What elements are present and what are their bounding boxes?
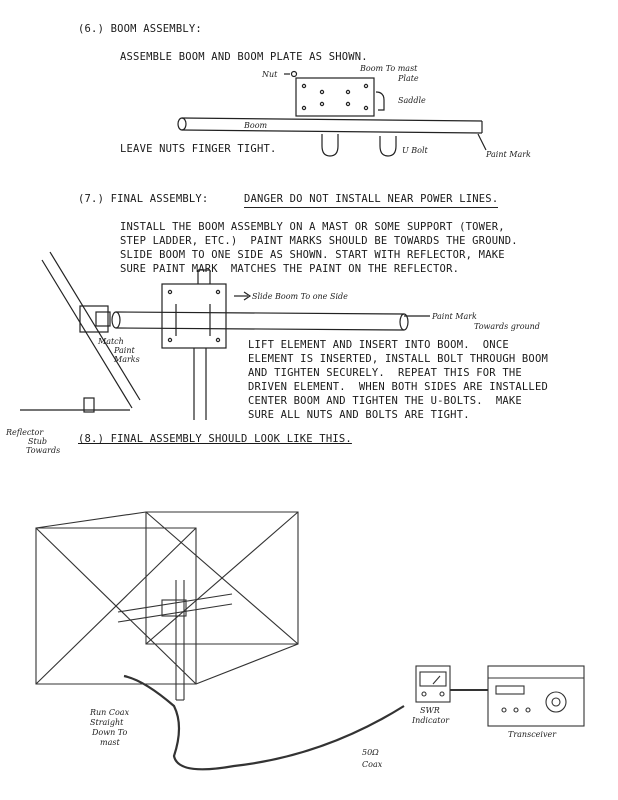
para1-line-4: SURE PAINT MARK MATCHES THE PAINT ON THE REFLECTOR. [120, 263, 460, 275]
para1-line-3: SLIDE BOOM TO ONE SIDE AS SHOWN. START WITH REFLECTOR, MAKE [120, 249, 505, 261]
boom-plate [296, 78, 374, 116]
u-bolt-right [380, 136, 396, 156]
label-boom: Boom [244, 121, 268, 130]
transceiver-box [488, 666, 584, 726]
section-6-instruction: ASSEMBLE BOOM AND BOOM PLATE AS SHOWN. [120, 51, 368, 63]
label-saddle: Saddle [398, 96, 426, 105]
boom-bottom-edge [182, 130, 482, 133]
mast-plate [162, 284, 226, 348]
label-run-coax-4: mast [100, 738, 120, 747]
label-coax-2: Coax [362, 760, 383, 769]
label-u-bolt: U Bolt [402, 146, 428, 155]
label-run-coax-2: Straight [90, 718, 124, 727]
para1-line-2: STEP LADDER, ETC.) PAINT MARKS SHOULD BE TOWARDS THE GROUND. [120, 235, 518, 247]
swr-meter [416, 666, 450, 702]
para1-line-1: INSTALL THE BOOM ASSEMBLY ON A MAST OR SOME SUPPORT (TOWER, [120, 221, 505, 233]
label-run-coax-3: Down To [92, 728, 128, 737]
label-match-2: Paint [114, 346, 135, 355]
section-6-heading: (6.) BOOM ASSEMBLY: [78, 23, 202, 35]
label-match-1: Match [98, 337, 124, 346]
label-slide-boom: Slide Boom To one Side [252, 292, 348, 301]
para2-line-6: SURE ALL NUTS AND BOLTS ARE TIGHT. [248, 409, 470, 421]
label-swr-2: Indicator [412, 716, 450, 725]
label-swr-1: SWR [420, 706, 440, 715]
para2-line-1: LIFT ELEMENT AND INSERT INTO BOOM. ONCE [248, 339, 509, 351]
danger-warning: DANGER DO NOT INSTALL NEAR POWER LINES. [244, 192, 498, 208]
boom-bottom [116, 328, 404, 330]
section-7-heading: (7.) FINAL ASSEMBLY: [78, 193, 209, 205]
label-reflector-1: Reflector [6, 428, 44, 437]
boom-top-edge [182, 118, 482, 121]
section-8-heading: (8.) FINAL ASSEMBLY SHOULD LOOK LIKE THIS. [78, 433, 352, 445]
label-coax-1: 50Ω [362, 748, 379, 757]
label-plate: Plate [398, 74, 419, 83]
label-run-coax-1: Run Coax [90, 708, 130, 717]
label-boom-to-mast: Boom To mast [360, 64, 418, 73]
label-reflector-3: Towards [26, 446, 61, 455]
boom-top [116, 312, 404, 314]
label-paint-mark-7b: Towards ground [474, 322, 540, 331]
para2-line-2: ELEMENT IS INSERTED, INSTALL BOLT THROUGH BOOM [248, 353, 548, 365]
label-paint-mark: Paint Mark [486, 150, 531, 159]
para2-line-3: AND TIGHTEN SECURELY. REPEAT THIS FOR THE [248, 367, 522, 379]
label-paint-mark-7a: Paint Mark [432, 312, 477, 321]
para2-line-4: DRIVEN ELEMENT. WHEN BOTH SIDES ARE INSTALLED [248, 381, 548, 393]
label-match-3: Marks [114, 355, 140, 364]
label-reflector-2: Stub [28, 437, 47, 446]
para2-line-5: CENTER BOOM AND TIGHTEN THE U-BOLTS. MAKE [248, 395, 522, 407]
leave-nuts-note: LEAVE NUTS FINGER TIGHT. [120, 143, 277, 155]
label-transceiver: Transceiver [508, 730, 557, 739]
u-bolt-left [322, 134, 338, 156]
section-7-paragraph-1 [120, 220, 518, 276]
section-7-paragraph-2 [248, 338, 548, 422]
label-nut: Nut [262, 70, 278, 79]
